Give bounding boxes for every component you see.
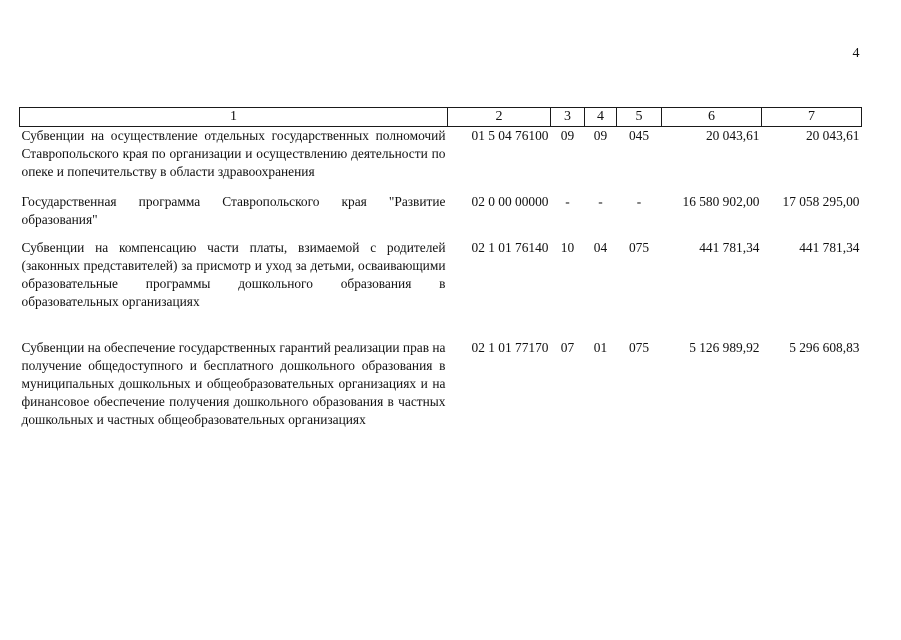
row-description: Субвенции на обеспечение государственных гарантий реализации прав на получение общедоступного и бесплатного дошкольного образования в муниципальных дошкольных и общеобразовательных организациях и на финансовое обеспечение получения дошкольного образования в частных дошкольных и частных общеобразовательных организациях xyxy=(21,340,446,427)
page-number: 4 xyxy=(852,46,860,61)
row-amount-col6: 20 043,61 xyxy=(705,128,760,143)
row-description: Государственная программа Ставропольского края "Развитие образования" xyxy=(21,194,446,227)
header-col-2: 2 xyxy=(448,108,551,127)
header-col-5: 5 xyxy=(617,108,662,127)
row-amount-col6: 441 781,34 xyxy=(699,240,760,255)
row-subsection: - xyxy=(598,194,603,209)
header-row xyxy=(20,108,862,127)
row-code: 02 0 00 00000 xyxy=(471,194,549,209)
row-amount-col6: 5 126 989,92 xyxy=(689,340,760,355)
header-col-6: 6 xyxy=(662,108,762,127)
row-amount-col6: 16 580 902,00 xyxy=(682,194,760,209)
table-row xyxy=(20,193,862,239)
row-section: 09 xyxy=(560,128,575,143)
row-amount-col7: 5 296 608,83 xyxy=(789,340,860,355)
budget-table xyxy=(19,107,862,429)
row-expense-type: 045 xyxy=(628,128,650,143)
row-amount-col7: 20 043,61 xyxy=(805,128,860,143)
row-expense-type: 075 xyxy=(628,340,650,355)
row-amount-col7: 17 058 295,00 xyxy=(782,194,860,209)
row-amount-col7: 441 781,34 xyxy=(799,240,860,255)
row-subsection: 04 xyxy=(593,240,608,255)
row-subsection: 09 xyxy=(593,128,608,143)
row-description: Субвенции на осуществление отдельных государственных полномочий Ставропольского края по организации и осуществлению деятельности по опеке и попечительству в области здравоохранения xyxy=(21,128,446,179)
table-row xyxy=(20,127,862,194)
row-expense-type: 075 xyxy=(628,240,650,255)
row-expense-type: - xyxy=(636,194,642,209)
row-subsection: 01 xyxy=(593,340,608,355)
table-row xyxy=(20,239,862,339)
header-col-4: 4 xyxy=(585,108,617,127)
row-description: Субвенции на компенсацию части платы, взимаемой с родителей (законных представителей) за присмотр и уход за детьми, осваивающими образовательные программы дошкольного образования в образовательных организациях xyxy=(21,240,446,309)
row-code: 02 1 01 77170 xyxy=(471,340,549,355)
header-col-1: 1 xyxy=(20,108,448,127)
row-code: 02 1 01 76140 xyxy=(471,240,549,255)
table-row xyxy=(20,339,862,429)
header-col-7: 7 xyxy=(762,108,862,127)
header-col-3: 3 xyxy=(551,108,585,127)
row-section: - xyxy=(565,194,570,209)
row-section: 10 xyxy=(560,240,575,255)
row-section: 07 xyxy=(560,340,575,355)
row-code: 01 5 04 76100 xyxy=(471,128,549,143)
